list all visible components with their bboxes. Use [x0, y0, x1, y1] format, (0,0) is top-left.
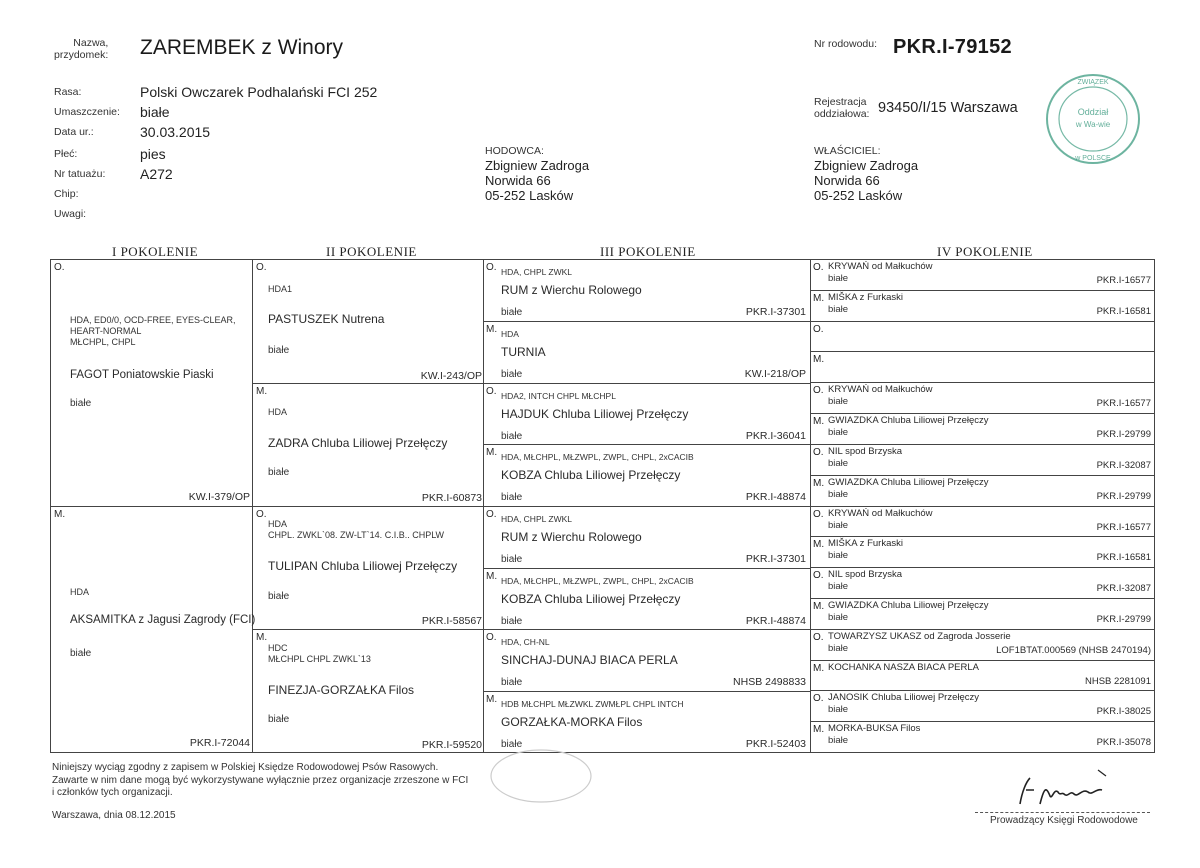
sex-marker: O. [813, 447, 824, 458]
faint-stamp [486, 746, 596, 806]
dog-name: KOBZA Chluba Liliowej Przełęczy [501, 468, 681, 482]
grid-line [810, 413, 1154, 414]
color: białe [828, 273, 849, 284]
titles: HDA, MŁCHPL, MŁZWPL, ZWPL, CHPL, 2xCACIB [501, 576, 694, 586]
titles: HDA, MŁCHPL, MŁZWPL, ZWPL, CHPL, 2xCACIB [501, 452, 694, 462]
registration: PKR.I-58567 [421, 615, 482, 627]
color: białe [828, 643, 849, 654]
sex-marker: M. [813, 416, 825, 427]
dog-name: MIŠKA z Furkaski [828, 292, 903, 303]
titles: HDA, CH-NL [501, 637, 550, 647]
dog-name: PASTUSZEK Nutrena [268, 312, 385, 326]
sex-marker: O. [256, 509, 267, 520]
color: białe [501, 307, 523, 318]
breed-label: Rasa: [54, 86, 82, 98]
grid-line [50, 506, 252, 507]
color: białe [70, 648, 92, 659]
grid-line [810, 690, 1154, 691]
grid-line [50, 259, 1155, 260]
grid-line [810, 629, 1154, 630]
registration: PKR.I-48874 [745, 615, 806, 627]
dog-name: TURNIA [501, 345, 546, 359]
sex-marker: M. [813, 293, 825, 304]
certification-note [52, 762, 468, 800]
tattoo-value: A272 [140, 166, 173, 182]
dog-name: FAGOT Poniatowskie Piaski [70, 369, 214, 381]
note-line: i członków tych organizacji. [52, 787, 173, 798]
svg-text:Oddział: Oddział [1077, 107, 1109, 117]
name-label: Nazwa, przydomek: [54, 37, 109, 61]
generation-header-3: III POKOLENIE [600, 244, 696, 259]
owner-line: Norwida 66 [814, 173, 880, 188]
grid-line [810, 382, 1154, 383]
sex-marker: M. [813, 601, 825, 612]
breeder-line: Norwida 66 [485, 173, 551, 188]
grid-line [810, 444, 1154, 445]
signature [1008, 768, 1118, 814]
registration: PKR.I-37301 [745, 553, 806, 565]
sex-marker: O. [813, 324, 824, 335]
generation-header-4: IV POKOLENIE [937, 244, 1033, 259]
color: białe [501, 492, 523, 503]
grid-line [483, 444, 810, 445]
grid-line [252, 383, 483, 384]
owner-line: Zbigniew Zadroga [814, 158, 919, 173]
branch-label: Rejestracja oddziałowa: [814, 96, 870, 120]
signature-caption: Prowadzący Księgi Rodowodowe [990, 815, 1138, 826]
signature-line [975, 812, 1150, 813]
dob-label: Data ur.: [54, 126, 94, 138]
registration: PKR.I-35078 [1096, 737, 1151, 748]
registration: PKR.I-29799 [1096, 491, 1151, 502]
registration: PKR.I-32087 [1096, 583, 1151, 594]
dog-name: ZADRA Chluba Liliowej Przełęczy [268, 436, 448, 450]
note-line: Niniejszy wyciąg zgodny z zapisem w Polskiej Księdze Rodowodowej Psów Rasowych. [52, 762, 439, 773]
owner-address [814, 158, 918, 203]
color: białe [828, 550, 849, 561]
registration: PKR.I-60873 [421, 492, 482, 504]
color: białe [828, 396, 849, 407]
grid-line [483, 691, 810, 692]
sex-marker: O. [486, 386, 497, 397]
grid-line [483, 629, 810, 630]
sex-marker: M. [813, 724, 825, 735]
grid-line [810, 660, 1154, 661]
sex-marker: M. [486, 447, 498, 458]
grid-line [810, 351, 1154, 352]
dog-name: SINCHAJ-DUNAJ BIACA PERLA [501, 653, 678, 667]
owner-line: 05-252 Lasków [814, 188, 903, 203]
grid-line [810, 506, 1154, 507]
breeder-address [485, 158, 589, 203]
color-value: białe [140, 104, 170, 120]
tattoo-label: Nr tatuażu: [54, 168, 106, 180]
dog-name: AKSAMITKA z Jagusi Zagrody (FCI) [70, 614, 256, 626]
dog-name: FINEZJA-GORZAŁKA Filos [268, 683, 415, 697]
sex-marker: O. [486, 509, 497, 520]
color: białe [828, 612, 849, 623]
grid-line [483, 568, 810, 569]
grid-line [483, 383, 810, 384]
sex-marker: M. [54, 509, 66, 520]
issue-date: Warszawa, dnia 08.12.2015 [52, 810, 176, 821]
titles: HDA [70, 587, 90, 597]
sex-value: pies [140, 146, 166, 162]
registration: PKR.I-37301 [745, 306, 806, 318]
sex-marker: M. [813, 539, 825, 550]
dog-name: KRYWAŃ od Małkuchów [828, 261, 933, 272]
sex-marker: M. [486, 571, 498, 582]
color: białe [501, 431, 523, 442]
color: białe [501, 739, 523, 750]
color: białe [828, 735, 849, 746]
grid-line [50, 752, 1155, 753]
dog-name: TULIPAN Chluba Liliowej Przełęczy [268, 559, 458, 573]
registration: PKR.I-59520 [421, 739, 482, 751]
sex-marker: O. [813, 570, 824, 581]
branch-stamp [1043, 71, 1143, 167]
registration: PKR.I-16577 [1096, 398, 1151, 409]
grid-line [810, 567, 1154, 568]
grid-line [810, 475, 1154, 476]
sex-marker: M. [486, 694, 498, 705]
pedigree-number: PKR.I-79152 [893, 36, 1012, 58]
sex-marker: O. [54, 262, 65, 273]
chip-label: Chip: [54, 188, 79, 200]
note-line: Zawarte w nim dane mogą być wykorzystywane wyłącznie przez organizacje zrzeszone w FCI [52, 774, 469, 786]
sex-marker: O. [813, 262, 824, 273]
titles: HDA, CHPL ZWKL [501, 267, 573, 277]
sex-marker: O. [813, 385, 824, 396]
sex-marker: M. [486, 324, 498, 335]
color: białe [828, 489, 849, 500]
notes-label: Uwagi: [54, 208, 87, 220]
color: białe [501, 554, 523, 565]
dog-name: MIŠKA z Furkaski [828, 538, 903, 549]
sex-marker: M. [813, 478, 825, 489]
dog-name: KOCHANKA NASZA BIACA PERLA [828, 662, 979, 673]
sex-marker: O. [813, 693, 824, 704]
grid-line [810, 321, 1154, 322]
registration: LOF1BTAT.000569 (NHSB 2470194) [996, 645, 1151, 656]
sex-marker: M. [813, 663, 825, 674]
registration: PKR.I-16577 [1096, 275, 1151, 286]
dog-name: GWIAZDKA Chluba Liliowej Przełęczy [828, 415, 989, 426]
titles: HDA, ED0/0, OCD-FREE, EYES-CLEAR, HEART-NORMAL MŁCHPL, CHPL [70, 315, 236, 347]
color: białe [828, 304, 849, 315]
svg-text:ZWIĄZEK: ZWIĄZEK [1077, 79, 1109, 86]
breeder-label: HODOWCA: [485, 145, 544, 157]
branch-value: 93450/I/15 Warszawa [878, 100, 1018, 116]
color: białe [268, 467, 290, 478]
dog-name: TOWARZYSZ UKASZ od Zagroda Josserie [828, 631, 1011, 642]
dog-name: KRYWAŃ od Małkuchów [828, 508, 933, 519]
breed-value: Polski Owczarek Podhalański FCI 252 [140, 84, 378, 100]
color: białe [828, 520, 849, 531]
breeder-line: 05-252 Lasków [485, 188, 574, 203]
grid-line [810, 536, 1154, 537]
color: białe [501, 677, 523, 688]
color: białe [828, 427, 849, 438]
dog-name: JANOSIK Chluba Liliowej Przełęczy [828, 692, 980, 703]
registration: NHSB 2281091 [1084, 676, 1151, 687]
color: białe [828, 458, 849, 469]
sex-marker: O. [813, 632, 824, 643]
generation-header-2: II POKOLENIE [326, 244, 417, 259]
sex-marker: M. [256, 632, 268, 643]
registration: KW.I-379/OP [188, 491, 250, 503]
color: białe [70, 398, 92, 409]
grid-line [252, 629, 483, 630]
sex-marker: O. [486, 632, 497, 643]
grid-line [810, 598, 1154, 599]
dog-name: ZAREMBEK z Winory [140, 36, 344, 59]
registration: PKR.I-36041 [745, 430, 806, 442]
titles: HDA [268, 407, 288, 417]
registration: NHSB 2498833 [733, 676, 806, 688]
registration: KW.I-243/OP [420, 370, 482, 382]
dog-name: RUM z Wierchu Rolowego [501, 530, 642, 544]
registration: PKR.I-29799 [1096, 614, 1151, 625]
dog-name: HAJDUK Chluba Liliowej Przełęczy [501, 407, 689, 421]
registration: PKR.I-29799 [1096, 429, 1151, 440]
sex-marker: O. [486, 262, 497, 273]
dog-name: RUM z Wierchu Rolowego [501, 283, 642, 297]
color: białe [268, 714, 290, 725]
dog-name: MORKA-BUKSA Filos [828, 723, 921, 734]
svg-text:w Wa-wie: w Wa-wie [1075, 120, 1111, 129]
grid-line [810, 290, 1154, 291]
color: białe [501, 616, 523, 627]
generation-header-1: I POKOLENIE [112, 244, 199, 259]
registration: PKR.I-38025 [1096, 706, 1151, 717]
titles: HDA CHPL. ZWKL`08. ZW-LT`14. C.I.B.. CHPLW [268, 519, 445, 540]
color-label: Umaszczenie: [54, 106, 120, 118]
sex-marker: M. [256, 386, 268, 397]
color: białe [828, 704, 849, 715]
sex-label: Płeć: [54, 148, 78, 160]
dog-name: NIL spod Brzyska [828, 569, 903, 580]
dob-value: 30.03.2015 [140, 124, 211, 140]
grid-line [1154, 259, 1155, 752]
dog-name: GORZAŁKA-MORKA Filos [501, 715, 643, 729]
regno-label: Nr rodowodu: [814, 38, 878, 50]
registration: PKR.I-32087 [1096, 460, 1151, 471]
grid-line [810, 721, 1154, 722]
color: białe [501, 369, 523, 380]
dog-name: KOBZA Chluba Liliowej Przełęczy [501, 592, 681, 606]
dog-name: NIL spod Brzyska [828, 446, 903, 457]
color: białe [268, 591, 290, 602]
breeder-line: Zbigniew Zadroga [485, 158, 590, 173]
color: białe [828, 581, 849, 592]
registration: PKR.I-16581 [1096, 306, 1151, 317]
grid-line [483, 506, 810, 507]
grid-line [252, 506, 483, 507]
titles: HDA1 [268, 284, 293, 294]
registration: PKR.I-52403 [745, 738, 806, 750]
dog-name: KRYWAŃ od Małkuchów [828, 384, 933, 395]
titles: HDB MŁCHPL MŁZWKL ZWMŁPL CHPL INTCH [501, 699, 684, 709]
sex-marker: O. [256, 262, 267, 273]
titles: HDA [501, 329, 519, 339]
sex-marker: O. [813, 509, 824, 520]
color: białe [268, 345, 290, 356]
titles: HDA2, INTCH CHPL MŁCHPL [501, 391, 616, 401]
registration: PKR.I-72044 [189, 737, 250, 749]
registration: KW.I-218/OP [744, 368, 806, 380]
sex-marker: M. [813, 354, 825, 365]
registration: PKR.I-16581 [1096, 552, 1151, 563]
registration: PKR.I-16577 [1096, 522, 1151, 533]
dog-name: GWIAZDKA Chluba Liliowej Przełęczy [828, 477, 989, 488]
dog-name: GWIAZDKA Chluba Liliowej Przełęczy [828, 600, 989, 611]
titles: HDC MŁCHPL CHPL ZWKL`13 [268, 643, 371, 664]
svg-text:w POLSCE: w POLSCE [1075, 155, 1111, 162]
grid-line [483, 321, 810, 322]
registration: PKR.I-48874 [745, 491, 806, 503]
titles: HDA, CHPL ZWKL [501, 514, 573, 524]
owner-label: WŁAŚCICIEL: [814, 145, 881, 157]
